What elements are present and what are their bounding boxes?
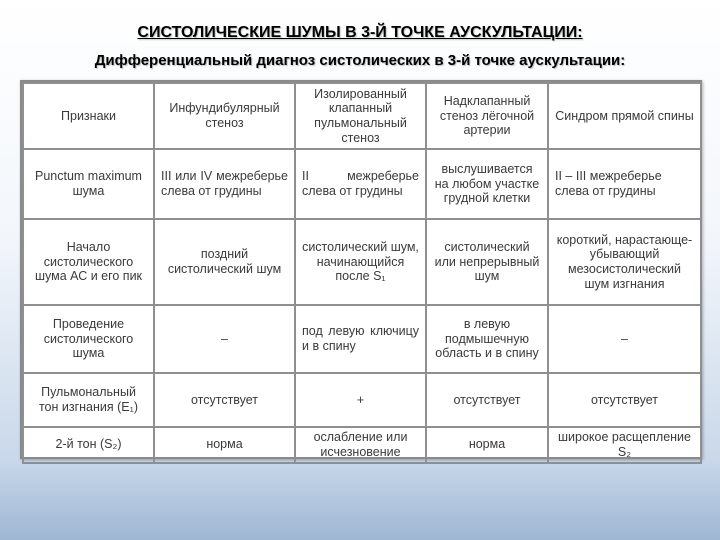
- table-row: [23, 373, 701, 427]
- table-row: [23, 427, 701, 463]
- table-cell: III или IV межреберье слева от грудины: [154, 149, 295, 219]
- row-label: Проведение систолического шума: [23, 305, 154, 373]
- slide-subtitle: Дифференциальный диагноз систолических в 3-й точке аускультации:: [94, 52, 626, 69]
- table-row: [23, 305, 701, 373]
- table-row: [23, 219, 701, 305]
- table-cell: отсутствует: [426, 373, 548, 427]
- table-cell: отсутствует: [548, 373, 701, 427]
- table-cell: –: [154, 305, 295, 373]
- header-cell-straight-back: Синдром прямой спины: [548, 83, 701, 149]
- header-cell-features: Признаки: [23, 83, 154, 149]
- header-cell-infundibular: Инфундибулярный стеноз: [154, 83, 295, 149]
- table-cell: систолический или непрерывный шум: [426, 219, 548, 305]
- table-cell: II межреберье слева от грудины: [295, 149, 426, 219]
- table-cell: отсутствует: [154, 373, 295, 427]
- row-label: Пульмональный тон изгнания (E₁): [23, 373, 154, 427]
- table-cell: II – III межреберье слева от грудины: [548, 149, 701, 219]
- header-cell-valvular: Изолированный клапанный пульмональный стеноз: [295, 83, 426, 149]
- slide-title: СИСТОЛИЧЕСКИЕ ШУМЫ В 3-Й ТОЧКЕ АУСКУЛЬТАЦИИ:: [137, 24, 583, 41]
- table-cell: норма: [426, 427, 548, 463]
- table-cell: выслушивается на любом участке грудной клетки: [426, 149, 548, 219]
- table-cell: короткий, нарастающе-убывающий мезосистолический шум изгнания: [548, 219, 701, 305]
- table-row: [23, 149, 701, 219]
- table-cell: ослабление или исчезновение: [295, 427, 426, 463]
- table-cell: широкое расщепление S₂: [548, 427, 701, 463]
- row-label: Начало систолического шума АС и его пик: [23, 219, 154, 305]
- table-cell: под левую ключицу и в спину: [295, 305, 426, 373]
- header-cell-supravalvular: Надклапанный стеноз лёгочной артерии: [426, 83, 548, 149]
- table-cell: в левую подмышечную область и в спину: [426, 305, 548, 373]
- diagnosis-table-grid: [22, 82, 702, 464]
- row-label: 2-й тон (S₂): [23, 427, 154, 463]
- row-label: Punctum maximum шума: [23, 149, 154, 219]
- table-cell: систолический шум, начинающийся после S₁: [295, 219, 426, 305]
- table-cell: –: [548, 305, 701, 373]
- table-cell: норма: [154, 427, 295, 463]
- table-header-row: [23, 83, 701, 149]
- table-cell: поздний систолический шум: [154, 219, 295, 305]
- diagnosis-table: [20, 80, 702, 459]
- table-cell: +: [295, 373, 426, 427]
